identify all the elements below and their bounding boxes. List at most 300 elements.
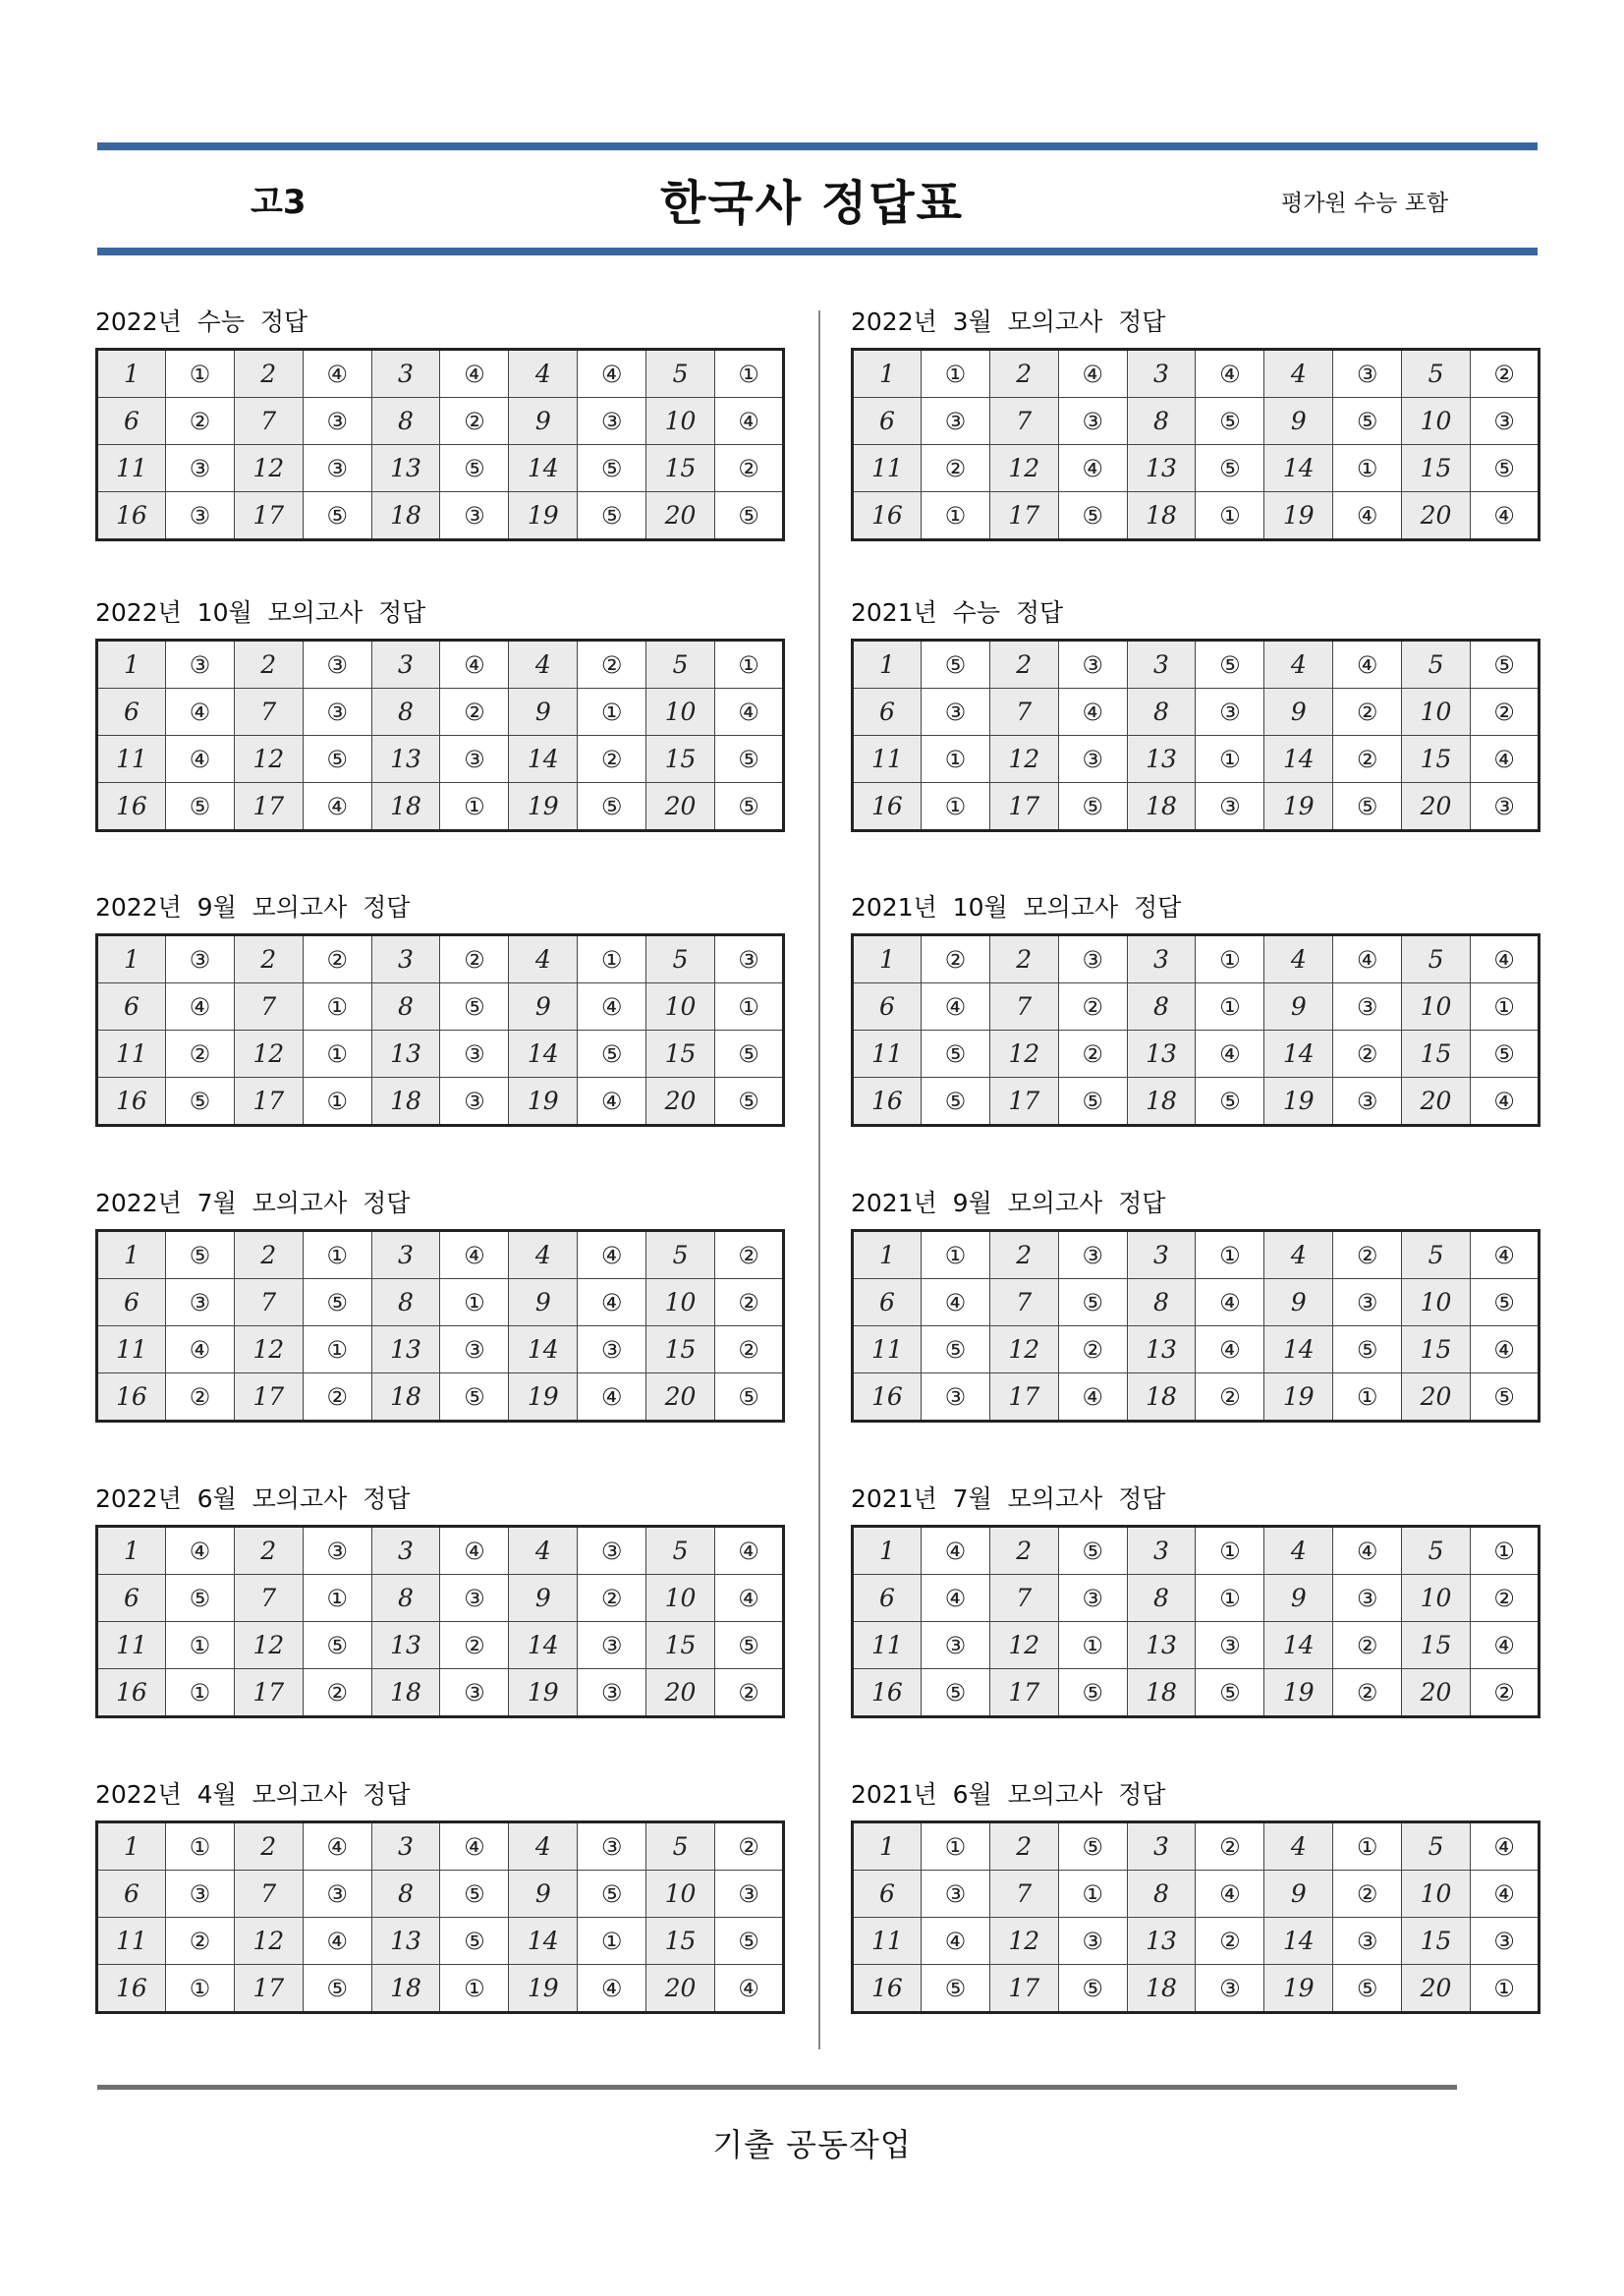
question-number: 17 [989, 1078, 1058, 1126]
answer-value: ⑤ [921, 1965, 989, 2013]
answer-value: ① [165, 1622, 234, 1669]
answer-value: ② [715, 1669, 784, 1717]
answer-value: ② [715, 445, 784, 492]
question-number: 1 [853, 1231, 922, 1279]
question-number: 9 [1264, 1871, 1333, 1918]
answer-value: ④ [715, 1965, 784, 2013]
question-number: 5 [1402, 1231, 1471, 1279]
table-row [853, 983, 1540, 1031]
question-number: 4 [1264, 641, 1333, 689]
answer-value: ④ [715, 1575, 784, 1622]
answer-value: ⑤ [921, 641, 989, 689]
table-row [97, 1326, 784, 1373]
question-number: 10 [1402, 689, 1471, 736]
question-number: 12 [234, 736, 303, 783]
question-number: 9 [509, 1279, 578, 1326]
table-row [853, 641, 1540, 689]
answer-value: ③ [578, 398, 646, 445]
question-number: 7 [234, 983, 303, 1031]
table-row [97, 1279, 784, 1326]
question-number: 3 [371, 1527, 440, 1575]
answer-table [851, 1229, 1540, 1423]
question-number: 7 [989, 398, 1058, 445]
question-number: 3 [1127, 935, 1196, 983]
table-row [97, 783, 784, 831]
answer-table-block [95, 597, 785, 832]
answer-value: ① [165, 1669, 234, 1717]
answer-value: ③ [921, 398, 989, 445]
answer-value: ③ [1196, 783, 1264, 831]
question-number: 13 [1127, 736, 1196, 783]
question-number: 16 [853, 492, 922, 540]
answer-value: ② [1333, 1622, 1402, 1669]
question-number: 17 [234, 1669, 303, 1717]
answer-value: ② [715, 1279, 784, 1326]
answer-value: ② [440, 935, 509, 983]
table-row [853, 736, 1540, 783]
answer-value: ③ [1333, 1575, 1402, 1622]
question-number: 8 [1127, 1871, 1196, 1918]
answer-value: ① [921, 492, 989, 540]
table-row [853, 1527, 1540, 1575]
answer-value: ③ [440, 1669, 509, 1717]
question-number: 13 [1127, 1622, 1196, 1669]
answer-value: ② [578, 641, 646, 689]
question-number: 12 [989, 1918, 1058, 1965]
answer-value: ③ [165, 445, 234, 492]
question-number: 14 [1264, 736, 1333, 783]
table-title: 2022년 4월 모의고사 정답 [95, 1780, 411, 1809]
question-number: 7 [234, 689, 303, 736]
answer-value: ④ [1471, 1231, 1540, 1279]
answer-value: ⑤ [1058, 1078, 1127, 1126]
answer-value: ⑤ [1058, 1822, 1127, 1871]
question-number: 6 [853, 1279, 922, 1326]
answer-value: ③ [303, 689, 371, 736]
question-number: 13 [1127, 1031, 1196, 1078]
question-number: 20 [1402, 1965, 1471, 2013]
answer-value: ② [303, 935, 371, 983]
question-number: 13 [371, 1622, 440, 1669]
question-number: 16 [97, 492, 166, 540]
answer-value: ⑤ [715, 1078, 784, 1126]
table-row [97, 445, 784, 492]
question-number: 20 [646, 492, 715, 540]
table-row [853, 1871, 1540, 1918]
question-number: 15 [646, 1031, 715, 1078]
answer-value: ③ [1058, 736, 1127, 783]
answer-value: ④ [1333, 935, 1402, 983]
answer-value: ② [1333, 689, 1402, 736]
question-number: 8 [371, 689, 440, 736]
question-number: 17 [234, 783, 303, 831]
question-number: 2 [234, 1527, 303, 1575]
answer-value: ① [303, 1078, 371, 1126]
answer-value: ④ [1196, 1279, 1264, 1326]
answer-value: ⑤ [921, 1078, 989, 1126]
answer-table [95, 639, 785, 832]
answer-value: ① [921, 783, 989, 831]
answer-value: ③ [1471, 1918, 1540, 1965]
question-number: 6 [97, 1871, 166, 1918]
question-number: 19 [509, 783, 578, 831]
answer-value: ① [1196, 492, 1264, 540]
question-number: 10 [646, 1279, 715, 1326]
answer-value: ① [303, 1575, 371, 1622]
question-number: 8 [1127, 983, 1196, 1031]
answer-value: ① [1333, 1822, 1402, 1871]
answer-value: ② [1058, 1326, 1127, 1373]
question-number: 14 [509, 736, 578, 783]
answer-value: ⑤ [715, 1622, 784, 1669]
question-number: 10 [1402, 1575, 1471, 1622]
question-number: 1 [97, 641, 166, 689]
table-row [853, 1669, 1540, 1717]
answer-value: ④ [715, 689, 784, 736]
answer-value: ⑤ [303, 1965, 371, 2013]
question-number: 4 [509, 935, 578, 983]
table-row [97, 1078, 784, 1126]
question-number: 19 [509, 1078, 578, 1126]
answer-value: ⑤ [1333, 1965, 1402, 2013]
answer-value: ③ [440, 492, 509, 540]
question-number: 5 [646, 1822, 715, 1871]
answer-value: ① [165, 1965, 234, 2013]
table-row [97, 1031, 784, 1078]
question-number: 17 [989, 1373, 1058, 1422]
question-number: 8 [371, 983, 440, 1031]
answer-value: ④ [440, 1822, 509, 1871]
question-number: 3 [1127, 1527, 1196, 1575]
answer-value: ② [1196, 1373, 1264, 1422]
question-number: 15 [1402, 445, 1471, 492]
answer-value: ④ [1058, 1373, 1127, 1422]
question-number: 15 [1402, 1622, 1471, 1669]
answer-value: ② [1333, 1669, 1402, 1717]
question-number: 10 [646, 398, 715, 445]
question-number: 9 [509, 398, 578, 445]
answer-value: ⑤ [715, 1031, 784, 1078]
answer-value: ② [1333, 736, 1402, 783]
question-number: 3 [1127, 350, 1196, 398]
question-number: 19 [509, 1965, 578, 2013]
question-number: 16 [97, 1669, 166, 1717]
answer-value: ③ [578, 1669, 646, 1717]
answer-value: ⑤ [440, 1373, 509, 1422]
question-number: 20 [646, 783, 715, 831]
answer-value: ③ [165, 641, 234, 689]
answer-value: ② [165, 1373, 234, 1422]
table-row [97, 1918, 784, 1965]
answer-value: ③ [303, 1871, 371, 1918]
question-number: 10 [646, 689, 715, 736]
question-number: 17 [989, 492, 1058, 540]
answer-value: ③ [578, 1326, 646, 1373]
question-number: 20 [1402, 1078, 1471, 1126]
table-row [97, 398, 784, 445]
answer-table-block [851, 307, 1540, 541]
table-row [97, 641, 784, 689]
answer-value: ③ [578, 1622, 646, 1669]
question-number: 14 [509, 1031, 578, 1078]
answer-value: ③ [1333, 350, 1402, 398]
answer-value: ① [440, 783, 509, 831]
answer-value: ④ [165, 983, 234, 1031]
question-number: 8 [1127, 1575, 1196, 1622]
question-number: 3 [371, 935, 440, 983]
question-number: 1 [853, 935, 922, 983]
question-number: 13 [1127, 1326, 1196, 1373]
answer-value: ④ [440, 641, 509, 689]
answer-value: ④ [1058, 350, 1127, 398]
answer-value: ① [578, 689, 646, 736]
answer-value: ④ [1196, 350, 1264, 398]
answer-value: ③ [440, 1575, 509, 1622]
footer-rule [97, 2085, 1457, 2090]
answer-value: ① [1333, 445, 1402, 492]
table-row [853, 445, 1540, 492]
answer-value: ⑤ [1058, 1965, 1127, 2013]
answer-value: ① [1058, 1871, 1127, 1918]
answer-value: ① [921, 1822, 989, 1871]
question-number: 20 [646, 1078, 715, 1126]
answer-value: ④ [1471, 736, 1540, 783]
question-number: 8 [371, 1871, 440, 1918]
question-number: 6 [97, 398, 166, 445]
answer-table-block [95, 892, 785, 1127]
table-row [97, 350, 784, 398]
question-number: 4 [509, 1822, 578, 1871]
answer-table [851, 933, 1540, 1127]
question-number: 18 [1127, 1078, 1196, 1126]
question-number: 3 [371, 350, 440, 398]
answer-value: ④ [578, 350, 646, 398]
answer-table-block [95, 1484, 785, 1718]
answer-value: ⑤ [1058, 1669, 1127, 1717]
question-number: 12 [989, 1326, 1058, 1373]
page-title: 한국사 정답표 [660, 176, 964, 231]
answer-value: ③ [921, 1622, 989, 1669]
answer-value: ① [303, 1231, 371, 1279]
table-title: 2022년 3월 모의고사 정답 [851, 308, 1166, 336]
answer-value: ② [440, 1622, 509, 1669]
table-title: 2021년 9월 모의고사 정답 [851, 1189, 1166, 1217]
answer-value: ③ [303, 641, 371, 689]
answer-value: ③ [715, 1871, 784, 1918]
question-number: 16 [853, 1669, 922, 1717]
answer-value: ④ [1471, 1871, 1540, 1918]
question-number: 7 [989, 1871, 1058, 1918]
question-number: 12 [989, 736, 1058, 783]
answer-value: ② [1058, 1031, 1127, 1078]
answer-value: ③ [1471, 398, 1540, 445]
answer-value: ① [1196, 736, 1264, 783]
question-number: 11 [97, 736, 166, 783]
answer-value: ④ [1471, 492, 1540, 540]
question-number: 7 [234, 398, 303, 445]
answer-value: ⑤ [1058, 1279, 1127, 1326]
question-number: 5 [646, 641, 715, 689]
question-number: 19 [509, 1373, 578, 1422]
answer-value: ② [1471, 1575, 1540, 1622]
answer-value: ⑤ [1058, 1527, 1127, 1575]
question-number: 11 [97, 1918, 166, 1965]
question-number: 8 [1127, 1279, 1196, 1326]
answer-value: ① [440, 1279, 509, 1326]
answer-value: ④ [165, 1326, 234, 1373]
answer-value: ③ [440, 1031, 509, 1078]
table-row [853, 492, 1540, 540]
table-row [97, 1822, 784, 1871]
question-number: 19 [509, 492, 578, 540]
question-number: 18 [1127, 1669, 1196, 1717]
question-number: 15 [646, 1326, 715, 1373]
answer-value: ⑤ [578, 1031, 646, 1078]
table-row [853, 1575, 1540, 1622]
answer-value: ③ [303, 445, 371, 492]
grade-label: 고3 [251, 183, 307, 222]
table-row [853, 689, 1540, 736]
answer-value: ④ [165, 1527, 234, 1575]
answer-value: ④ [1471, 935, 1540, 983]
question-number: 4 [1264, 1822, 1333, 1871]
table-row [853, 783, 1540, 831]
question-number: 7 [234, 1871, 303, 1918]
question-number: 16 [853, 783, 922, 831]
header-top-rule [97, 142, 1538, 150]
question-number: 19 [1264, 492, 1333, 540]
answer-table-block [95, 307, 785, 541]
question-number: 13 [1127, 1918, 1196, 1965]
question-number: 11 [97, 1326, 166, 1373]
answer-value: ④ [921, 1279, 989, 1326]
answer-table-block [851, 1484, 1540, 1718]
header-note: 평가원 수능 포함 [1281, 191, 1449, 216]
answer-value: ③ [921, 689, 989, 736]
question-number: 9 [509, 1871, 578, 1918]
question-number: 8 [371, 1279, 440, 1326]
answer-value: ① [578, 935, 646, 983]
answer-value: ② [1471, 689, 1540, 736]
answer-value: ⑤ [303, 1279, 371, 1326]
table-row [853, 398, 1540, 445]
answer-table [851, 1525, 1540, 1718]
question-number: 18 [1127, 1965, 1196, 2013]
answer-value: ④ [1471, 1078, 1540, 1126]
question-number: 14 [509, 1918, 578, 1965]
answer-value: ④ [921, 1575, 989, 1622]
answer-value: ④ [921, 1918, 989, 1965]
question-number: 15 [646, 1918, 715, 1965]
answer-value: ① [303, 1326, 371, 1373]
question-number: 1 [853, 1527, 922, 1575]
question-number: 12 [989, 1031, 1058, 1078]
question-number: 9 [1264, 689, 1333, 736]
answer-value: ③ [1333, 1078, 1402, 1126]
question-number: 2 [234, 1231, 303, 1279]
question-number: 5 [646, 1527, 715, 1575]
table-title: 2022년 9월 모의고사 정답 [95, 893, 411, 922]
answer-value: ② [921, 935, 989, 983]
question-number: 19 [1264, 1669, 1333, 1717]
answer-value: ③ [1058, 1231, 1127, 1279]
question-number: 18 [1127, 1373, 1196, 1422]
question-number: 3 [371, 1231, 440, 1279]
question-number: 15 [1402, 1031, 1471, 1078]
question-number: 1 [97, 350, 166, 398]
answer-value: ④ [1058, 689, 1127, 736]
answer-value: ⑤ [1471, 1279, 1540, 1326]
answer-table [851, 1820, 1540, 2014]
question-number: 2 [989, 350, 1058, 398]
question-number: 18 [371, 1965, 440, 2013]
answer-value: ⑤ [165, 783, 234, 831]
answer-value: ⑤ [165, 1575, 234, 1622]
question-number: 6 [853, 1575, 922, 1622]
answer-value: ④ [1333, 492, 1402, 540]
question-number: 4 [509, 641, 578, 689]
question-number: 10 [1402, 1279, 1471, 1326]
table-row [853, 1965, 1540, 2013]
question-number: 10 [646, 983, 715, 1031]
answer-value: ③ [1333, 1279, 1402, 1326]
answer-value: ① [1196, 1231, 1264, 1279]
answer-table-block [851, 892, 1540, 1127]
question-number: 7 [989, 689, 1058, 736]
question-number: 13 [371, 1326, 440, 1373]
question-number: 4 [509, 350, 578, 398]
question-number: 17 [989, 1965, 1058, 2013]
table-row [853, 1373, 1540, 1422]
answer-value: ② [1333, 1231, 1402, 1279]
answer-value: ② [440, 398, 509, 445]
question-number: 1 [853, 641, 922, 689]
question-number: 13 [1127, 445, 1196, 492]
question-number: 10 [1402, 1871, 1471, 1918]
question-number: 12 [989, 1622, 1058, 1669]
question-number: 12 [234, 1918, 303, 1965]
question-number: 4 [1264, 935, 1333, 983]
question-number: 7 [989, 1575, 1058, 1622]
question-number: 13 [371, 445, 440, 492]
table-row [97, 1871, 784, 1918]
answer-value: ① [1196, 983, 1264, 1031]
answer-value: ③ [921, 1373, 989, 1422]
table-row [853, 350, 1540, 398]
question-number: 6 [97, 1279, 166, 1326]
question-number: 9 [509, 689, 578, 736]
question-number: 20 [646, 1669, 715, 1717]
question-number: 1 [97, 1527, 166, 1575]
answer-value: ⑤ [1196, 1669, 1264, 1717]
question-number: 11 [853, 736, 922, 783]
question-number: 4 [509, 1231, 578, 1279]
table-title: 2021년 7월 모의고사 정답 [851, 1484, 1166, 1513]
answer-value: ③ [303, 1527, 371, 1575]
question-number: 6 [853, 1871, 922, 1918]
answer-value: ④ [165, 736, 234, 783]
answer-value: ① [1471, 1527, 1540, 1575]
question-number: 12 [234, 1622, 303, 1669]
question-number: 20 [646, 1965, 715, 2013]
answer-value: ② [921, 445, 989, 492]
answer-table-block [851, 1188, 1540, 1423]
table-row [97, 1527, 784, 1575]
answer-value: ③ [1058, 1918, 1127, 1965]
answer-value: ① [165, 1822, 234, 1871]
answer-value: ② [1471, 1669, 1540, 1717]
question-number: 18 [371, 1078, 440, 1126]
